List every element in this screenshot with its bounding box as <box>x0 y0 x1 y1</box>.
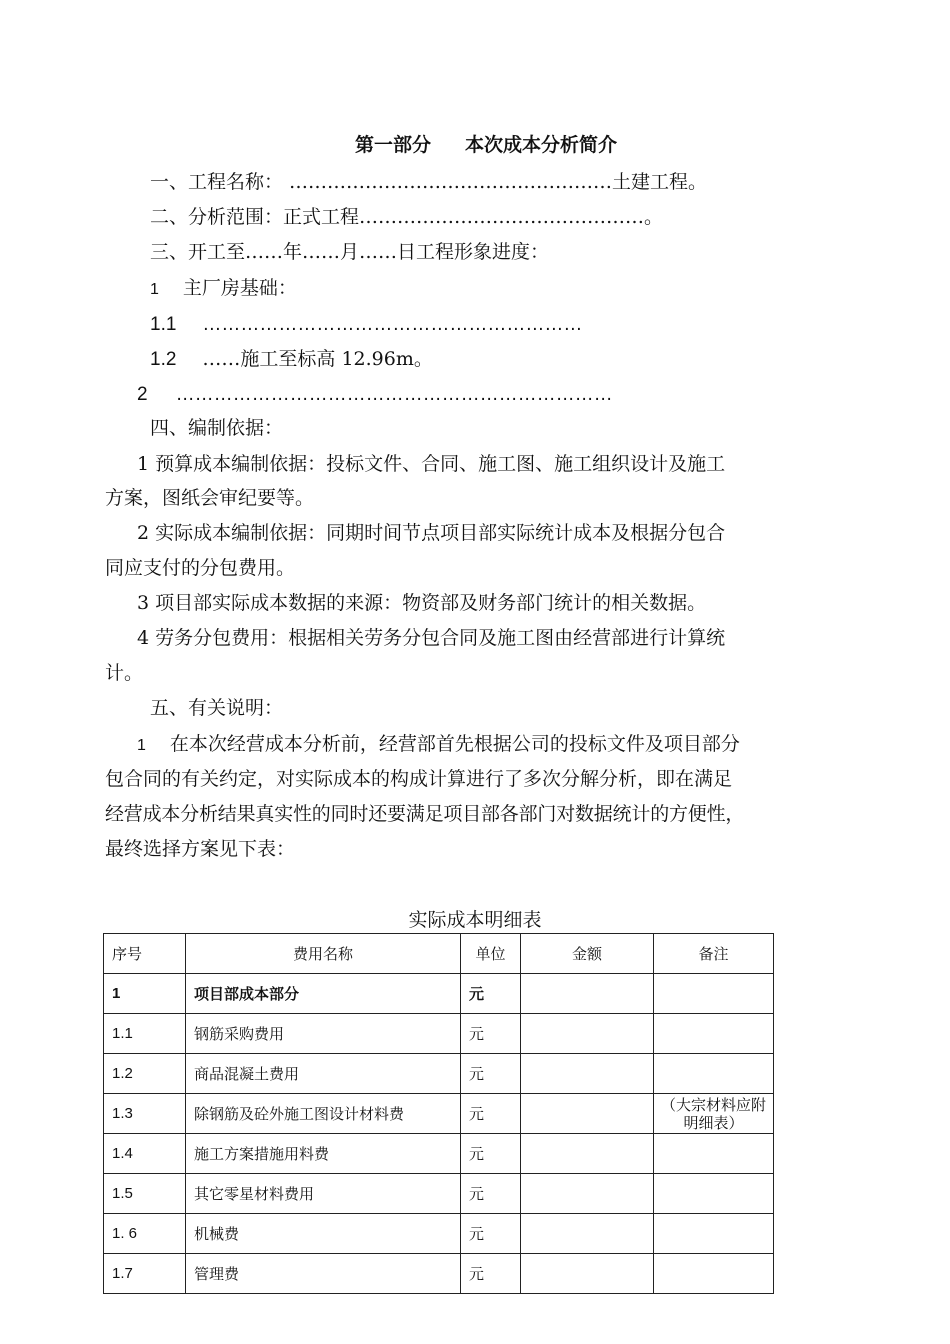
row-name: 机械费 <box>186 1214 461 1254</box>
header-name: 费用名称 <box>186 934 461 974</box>
row-name: 除钢筋及砼外施工图设计材料费 <box>186 1094 461 1134</box>
note-1-number: 1 <box>137 737 146 754</box>
row-name: 施工方案措施用料费 <box>186 1134 461 1174</box>
item-1 <box>150 276 297 302</box>
row-index: 1.7 <box>104 1254 186 1294</box>
row-index: 1 <box>104 974 186 1014</box>
item-1-2 <box>150 347 433 372</box>
section-part: 第一部分 <box>355 134 432 156</box>
row-unit: 元 <box>461 974 521 1014</box>
row-amount <box>521 1094 654 1134</box>
row-amount <box>521 1174 654 1214</box>
row-note <box>654 1014 774 1054</box>
row-index: 1.4 <box>104 1134 186 1174</box>
row-unit: 元 <box>461 1214 521 1254</box>
scope-line: 二、分析范围：正式工程………………………………………。 <box>150 206 664 228</box>
item-1-number: 1 <box>150 281 159 298</box>
row-name: 项目部成本部分 <box>186 974 461 1014</box>
basis-4-line-b: 计。 <box>105 662 144 684</box>
header-unit: 单位 <box>461 934 521 974</box>
item-1-text: 主厂房基础： <box>182 277 297 299</box>
row-unit: 元 <box>461 1094 521 1134</box>
note-1-line-a <box>137 732 740 758</box>
basis-4-line-a: 4 劳务分包费用：根据相关劳务分包合同及施工图由经营部进行计算统 <box>137 627 726 649</box>
row-unit: 元 <box>461 1254 521 1294</box>
row-note <box>654 1174 774 1214</box>
table-row <box>104 1094 774 1134</box>
table-row <box>104 1254 774 1294</box>
row-amount <box>521 1214 654 1254</box>
basis-2-line-a: 2 实际成本编制依据：同期时间节点项目部实际统计成本及根据分包合 <box>137 522 726 544</box>
row-note: （大宗材料应附明细表） <box>654 1094 774 1134</box>
table-row <box>104 1134 774 1174</box>
row-amount <box>521 1134 654 1174</box>
basis-1-line-b: 方案，图纸会审纪要等。 <box>105 487 315 509</box>
item-1-1-number: 1.1 <box>150 314 177 335</box>
item-1-1 <box>150 312 582 337</box>
header-index: 序号 <box>104 934 186 974</box>
header-note: 备注 <box>654 934 774 974</box>
project-name-line: 一、工程名称： ……………………………………………土建工程。 <box>150 171 708 193</box>
basis-1-line-a: 1 预算成本编制依据：投标文件、合同、施工图、施工组织设计及施工 <box>137 453 726 475</box>
basis-heading: 四、编制依据： <box>150 417 284 439</box>
row-index: 1.3 <box>104 1094 186 1134</box>
header-amount: 金额 <box>521 934 654 974</box>
note-1-line-d: 最终选择方案见下表： <box>105 838 296 860</box>
item-2-number: 2 <box>137 384 148 405</box>
row-index: 1. 6 <box>104 1214 186 1254</box>
note-1-line-c: 经营成本分析结果真实性的同时还要满足项目部各部门对数据统计的方便性， <box>105 803 745 825</box>
row-index: 1.2 <box>104 1054 186 1094</box>
table-row <box>104 1214 774 1254</box>
row-amount <box>521 974 654 1014</box>
row-unit: 元 <box>461 1134 521 1174</box>
section-heading <box>355 133 617 157</box>
row-note <box>654 1054 774 1094</box>
row-index: 1.1 <box>104 1014 186 1054</box>
row-unit: 元 <box>461 1014 521 1054</box>
row-note <box>654 1134 774 1174</box>
row-index: 1.5 <box>104 1174 186 1214</box>
table-row <box>104 1014 774 1054</box>
table-row <box>104 974 774 1014</box>
row-unit: 元 <box>461 1174 521 1214</box>
item-2-text: …………………………………………………………… <box>175 384 613 405</box>
row-name: 其它零星材料费用 <box>186 1174 461 1214</box>
table-row <box>104 1054 774 1094</box>
cost-detail-table <box>103 933 774 1294</box>
progress-line: 三、开工至……年……月……日工程形象进度： <box>150 241 550 263</box>
item-1-1-text: …………………………………………………… <box>202 314 583 335</box>
row-amount <box>521 1054 654 1094</box>
row-note <box>654 1214 774 1254</box>
row-name: 管理费 <box>186 1254 461 1294</box>
basis-3-line: 3 项目部实际成本数据的来源：物资部及财务部门统计的相关数据。 <box>137 592 707 614</box>
row-note <box>654 1254 774 1294</box>
row-amount <box>521 1014 654 1054</box>
item-1-2-number: 1.2 <box>150 349 177 370</box>
row-amount <box>521 1254 654 1294</box>
row-unit: 元 <box>461 1054 521 1094</box>
table-title: 实际成本明细表 <box>408 909 542 931</box>
row-name: 商品混凝土费用 <box>186 1054 461 1094</box>
row-name: 钢筋采购费用 <box>186 1014 461 1054</box>
table-row <box>104 1174 774 1214</box>
table-header-row <box>104 934 774 974</box>
basis-2-line-b: 同应支付的分包费用。 <box>105 557 296 579</box>
item-1-2-text: ……施工至标高 12.96m。 <box>202 348 433 370</box>
note-1-text-a: 在本次经营成本分析前，经营部首先根据公司的投标文件及项目部分 <box>169 733 740 755</box>
note-1-line-b: 包合同的有关约定，对实际成本的构成计算进行了多次分解分析，即在满足 <box>105 768 733 790</box>
item-2 <box>137 382 613 407</box>
row-note <box>654 974 774 1014</box>
section-title: 本次成本分析简介 <box>465 134 618 156</box>
notes-heading: 五、有关说明： <box>150 697 284 719</box>
